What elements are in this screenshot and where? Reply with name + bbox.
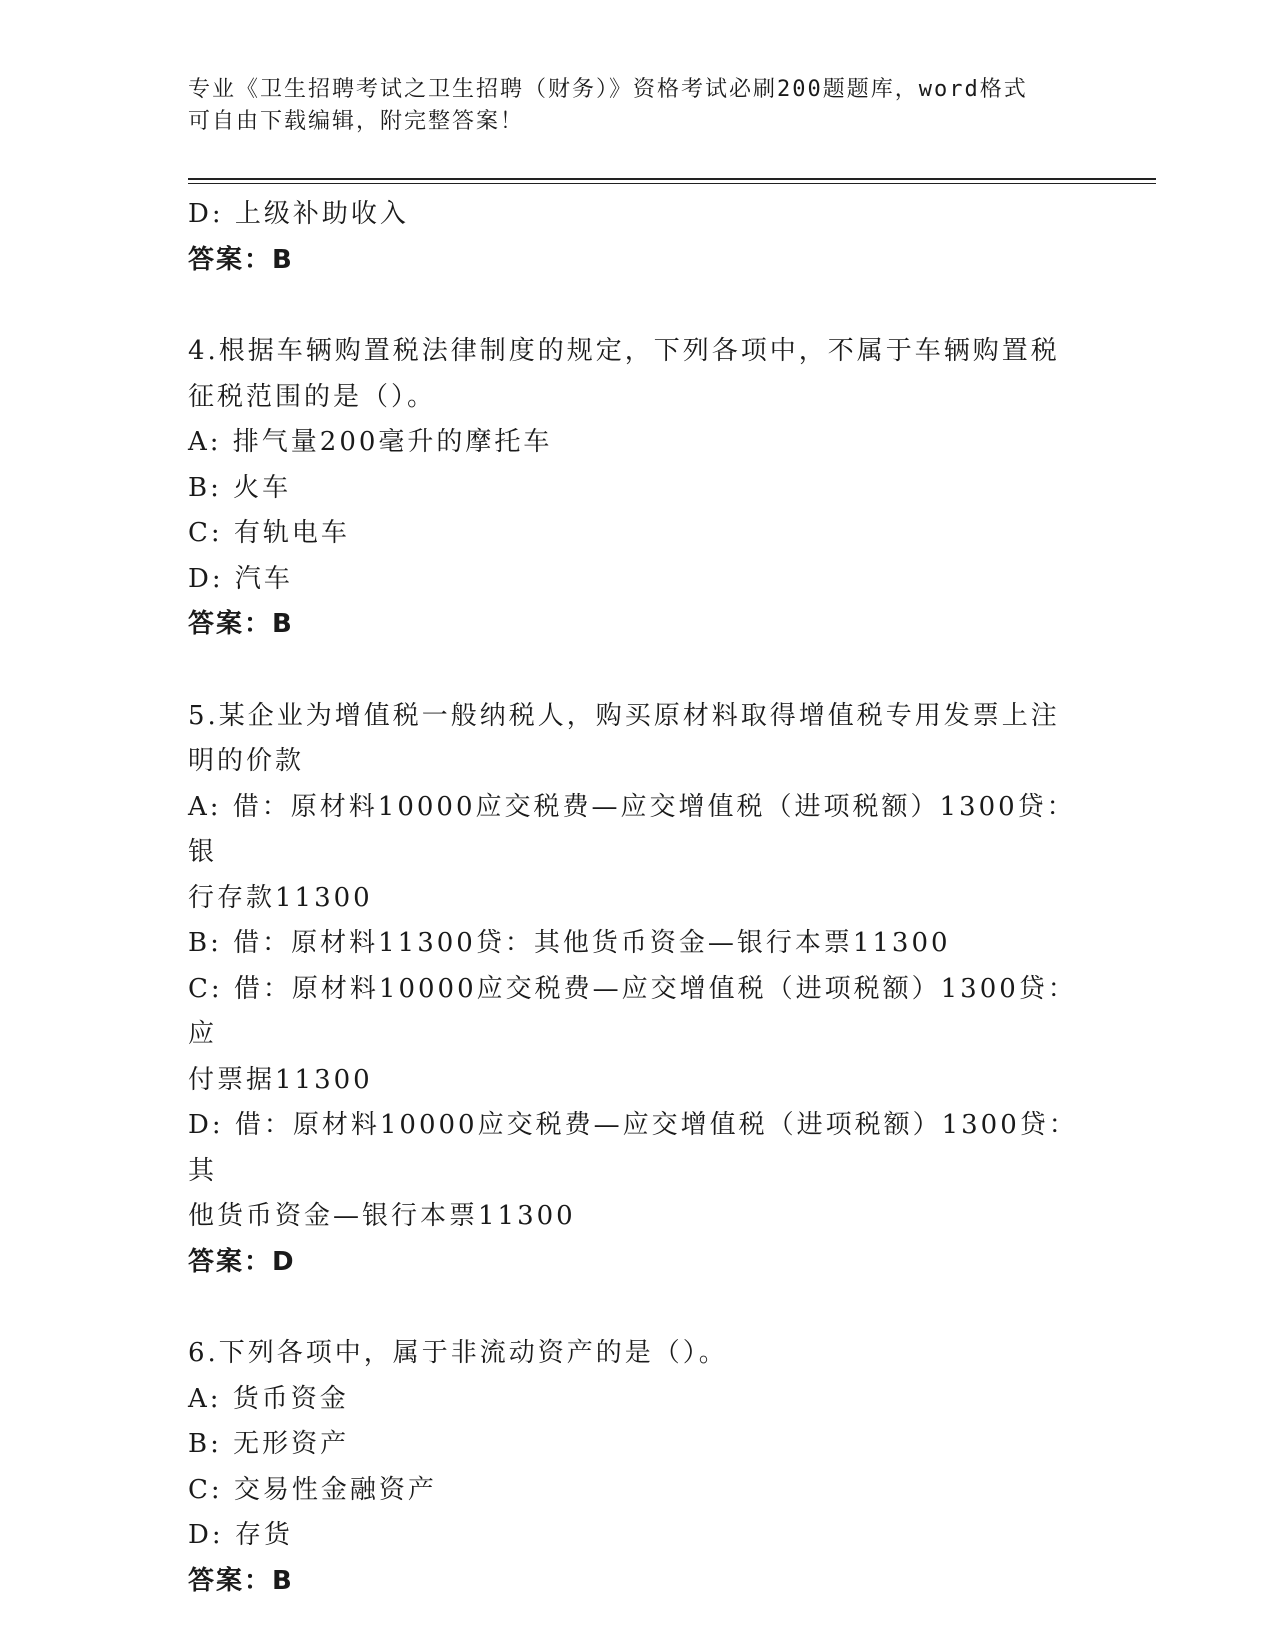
question-stem-line: 4.根据车辆购置税法律制度的规定，下列各项中，不属于车辆购置税 [188, 336, 1060, 366]
header-title-line-1: 专业《卫生招聘考试之卫生招聘（财务）》资格考试必刷200题题库，word格式 [188, 77, 1028, 102]
question-5 [188, 694, 1088, 1286]
option-d: D: 上级补助收入 [188, 199, 409, 229]
option-b: B: 借：原材料11300贷：其他货币资金—银行本票11300 [188, 928, 951, 958]
question-4 [188, 329, 1088, 648]
option-c: C: 有轨电车 [188, 518, 350, 548]
answer: 答案：B [188, 244, 294, 275]
answer: 答案：B [188, 609, 294, 639]
option-d-continuation: 他货币资金—银行本票11300 [188, 1201, 576, 1231]
answer: 答案：D [188, 1246, 296, 1277]
header-divider [188, 178, 1156, 184]
option-a-continuation: 行存款11300 [188, 882, 373, 913]
option-b: B: 火车 [188, 472, 292, 503]
option-c-continuation: 付票据11300 [188, 1064, 373, 1095]
option-c: C: 交易性金融资产 [188, 1474, 437, 1505]
spacer [188, 648, 1088, 694]
option-d: D: 存货 [188, 1520, 293, 1550]
spacer [188, 1285, 1088, 1331]
option-a: A: 借：原材料10000应交税费—应交增值税（进项税额）1300贷：银 [188, 791, 1076, 867]
spacer [188, 283, 1088, 329]
header-title-line-2: 可自由下载编辑，附完整答案！ [188, 109, 525, 134]
option-a: A: 排气量200毫升的摩托车 [188, 427, 553, 457]
option-b: B: 无形资产 [188, 1429, 350, 1459]
option-a: A: 货币资金 [188, 1383, 349, 1414]
option-d: D: 借：原材料10000应交税费—应交增值税（进项税额）1300贷：其 [188, 1110, 1078, 1186]
question-6 [188, 1331, 1088, 1604]
question-stem-line: 明的价款 [188, 746, 305, 776]
question-stem-line: 征税范围的是（）。 [188, 381, 437, 412]
question-stem-line: 5.某企业为增值税一般纳税人，购买原材料取得增值税专用发票上注 [188, 700, 1060, 731]
question-list [188, 192, 1088, 1604]
document-header [188, 74, 1088, 138]
question-stem-line: 6.下列各项中，属于非流动资产的是（）。 [188, 1338, 728, 1368]
question-3-tail [188, 192, 1088, 283]
answer: 答案：B [188, 1565, 294, 1596]
option-d: D: 汽车 [188, 563, 293, 594]
option-c: C: 借：原材料10000应交税费—应交增值税（进项税额）1300贷：应 [188, 973, 1077, 1049]
